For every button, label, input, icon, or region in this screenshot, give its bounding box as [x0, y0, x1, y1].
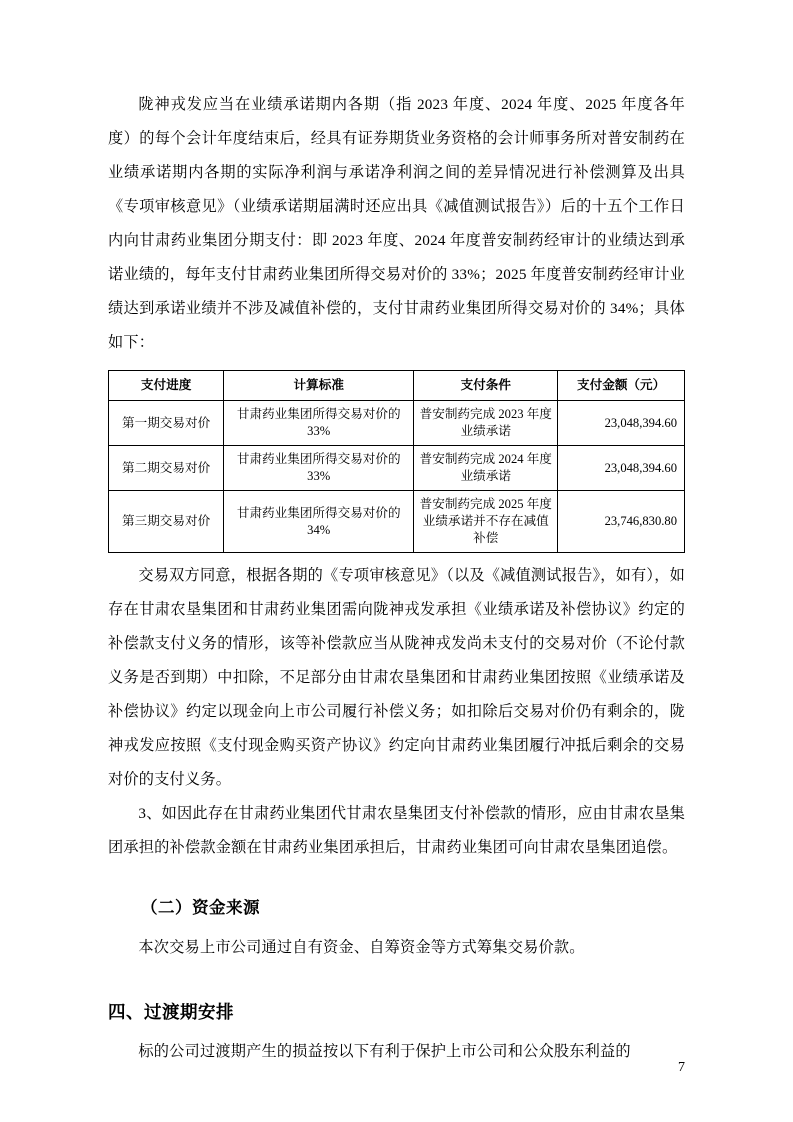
table-header-condition: 支付条件: [414, 371, 558, 401]
paragraph-compensation-offset: 交易双方同意，根据各期的《专项审核意见》（以及《减值测试报告》，如有），如存在甘肃农垦集团和甘肃药业集团需向陇神戎发承担《业绩承诺及补偿协议》约定的补偿款支付义务的情形，该等补偿款应当从陇神戎发尚未支付的交易对价（不论付款义务是否到期）中扣除，不足部分由甘肃农垦集团和甘肃药业集团按照《业绩承诺及补偿协议》约定以现金向上市公司履行补偿义务；如扣除后交易对价仍有剩余的，陇神戎发应按照《支付现金购买资产协议》约定向甘肃药业集团履行冲抵后剩余的交易对价的支付义务。: [108, 567, 685, 788]
cell-condition: 普安制药完成 2025 年度业绩承诺并不存在减值补偿: [414, 491, 558, 553]
table-header-row: [109, 371, 685, 401]
cell-amount: 23,746,830.80: [558, 491, 685, 553]
table-row: [109, 401, 685, 446]
table-row: [109, 491, 685, 553]
payment-schedule-table-wrapper: [108, 370, 685, 553]
cell-standard: 甘肃药业集团所得交易对价的 33%: [224, 446, 414, 491]
page-number: 7: [678, 1060, 685, 1075]
cell-standard: 甘肃药业集团所得交易对价的 33%: [224, 401, 414, 446]
cell-stage: 第二期交易对价: [109, 446, 224, 491]
cell-stage: 第一期交易对价: [109, 401, 224, 446]
paragraph-recourse: 3、如因此存在甘肃药业集团代甘肃农垦集团支付补偿款的情形，应由甘肃农垦集团承担的补偿款金额在甘肃药业集团承担后，甘肃药业集团可向甘肃农垦集团追偿。: [108, 805, 685, 856]
paragraph-payment-schedule: 陇神戎发应当在业绩承诺期内各期（指 2023 年度、2024 年度、2025 年度各年度）的每个会计年度结束后，经具有证券期货业务资格的会计师事务所对普安制药在业绩承诺期内各期的实际净利润与承诺净利润之间的差异情况进行补偿测算及出具《专项审核意见》（业绩承诺期届满时还应出具《减值测试报告》）后的十五个工作日内向甘肃药业集团分期支付：即 2023 年度、2024 年度普安制药经审计的业绩达到承诺业绩的，每年支付甘肃药业集团所得交易对价的 33%；2025 年度普安制药经审计业绩达到承诺业绩并不涉及减值补偿的，支付甘肃药业集团所得交易对价的 34%；具体如下：: [108, 96, 685, 351]
cell-condition: 普安制药完成 2024 年度业绩承诺: [414, 446, 558, 491]
section-heading-transition-period: 四、过渡期安排: [108, 1002, 234, 1022]
section-heading-funding-source: （二）资金来源: [141, 899, 260, 917]
cell-condition: 普安制药完成 2023 年度业绩承诺: [414, 401, 558, 446]
cell-amount: 23,048,394.60: [558, 401, 685, 446]
cell-amount: 23,048,394.60: [558, 446, 685, 491]
paragraph-funding-source: 本次交易上市公司通过自有资金、自筹资金等方式筹集交易价款。: [138, 939, 585, 956]
payment-schedule-table: [108, 370, 685, 553]
table-row: [109, 446, 685, 491]
table-header-standard: 计算标准: [224, 371, 414, 401]
table-header-stage: 支付进度: [109, 371, 224, 401]
cell-stage: 第三期交易对价: [109, 491, 224, 553]
table-header-amount: 支付金额（元）: [558, 371, 685, 401]
paragraph-transition-period: 标的公司过渡期产生的损益按以下有利于保护上市公司和公众股东利益的: [138, 1043, 631, 1060]
cell-standard: 甘肃药业集团所得交易对价的 34%: [224, 491, 414, 553]
